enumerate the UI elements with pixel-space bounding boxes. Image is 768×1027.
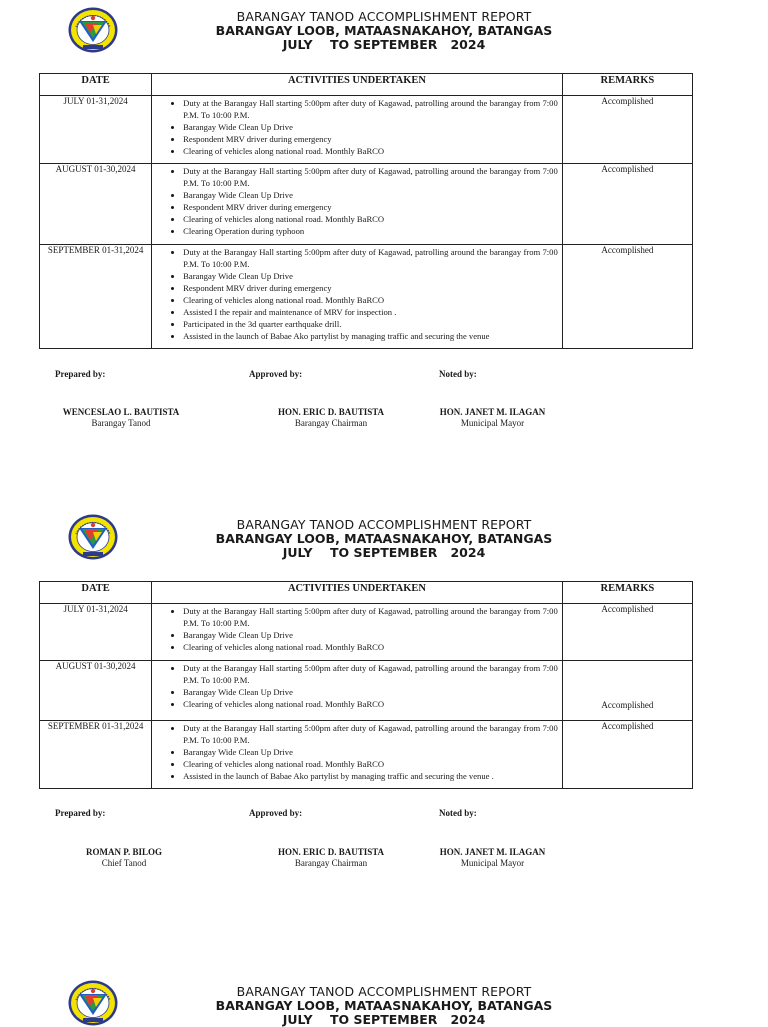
preparer-signature-block: [44, 847, 204, 869]
activity-item: • Clearing of vehicles along national road. Monthly BaRCO: [183, 294, 558, 306]
activity-item: • Barangay Wide Clean Up Drive: [183, 629, 558, 641]
row-activities: [152, 245, 563, 349]
accomplishment-table: [39, 73, 693, 349]
activity-item: • Duty at the Barangay Hall starting 5:00pm after duty of Kagawad, patrolling around the barangay from 7:00 P.M. To 10:00 P.M.: [183, 605, 558, 629]
noter-role: Municipal Mayor: [460, 858, 525, 868]
activity-item: • Barangay Wide Clean Up Drive: [183, 189, 558, 201]
report-header: [0, 10, 768, 52]
column-header-activities: ACTIVITIES UNDERTAKEN: [152, 582, 563, 604]
table-row: [40, 721, 693, 789]
row-activities: [152, 604, 563, 661]
table-row: [40, 661, 693, 721]
row-date: AUGUST 01-30,2024: [40, 661, 152, 721]
activity-item: • Clearing of vehicles along national road. Monthly BaRCO: [183, 698, 558, 710]
column-header-activities: ACTIVITIES UNDERTAKEN: [152, 74, 563, 96]
report-header: [0, 518, 768, 560]
approved-by-label: Approved by:: [249, 808, 303, 818]
noted-by-label: Noted by:: [439, 808, 477, 818]
report-header: [0, 985, 768, 1027]
row-activities: [152, 164, 563, 245]
barangay-name: BARANGAY LOOB, MATAASNAKAHOY, BATANGAS: [215, 998, 553, 1013]
prepared-by-label: Prepared by:: [55, 369, 106, 379]
row-date: JULY 01-31,2024: [40, 96, 152, 164]
column-header-remarks: REMARKS: [562, 582, 692, 604]
activity-item: • Barangay Wide Clean Up Drive: [183, 121, 558, 133]
activity-item: • Duty at the Barangay Hall starting 5:00pm after duty of Kagawad, patrolling around the barangay from 7:00 P.M. To 10:00 P.M.: [183, 246, 558, 270]
preparer-name: ROMAN P. BILOG: [86, 847, 162, 857]
report-period: JULY TO SEPTEMBER 2024: [282, 37, 486, 52]
row-date: SEPTEMBER 01-31,2024: [40, 721, 152, 789]
barangay-name: BARANGAY LOOB, MATAASNAKAHOY, BATANGAS: [215, 531, 553, 546]
table-row: [40, 604, 693, 661]
row-remarks: Accomplished: [562, 721, 692, 789]
activity-item: • Barangay Wide Clean Up Drive: [183, 686, 558, 698]
row-activities: [152, 96, 563, 164]
row-remarks: Accomplished: [562, 661, 692, 721]
report-title: BARANGAY TANOD ACCOMPLISHMENT REPORT: [236, 517, 532, 532]
noter-signature-block: [430, 407, 555, 429]
row-activities: [152, 721, 563, 789]
column-header-remarks: REMARKS: [562, 74, 692, 96]
activity-item: • Duty at the Barangay Hall starting 5:00pm after duty of Kagawad, patrolling around the barangay from 7:00 P.M. To 10:00 P.M.: [183, 165, 558, 189]
report-period: JULY TO SEPTEMBER 2024: [282, 1012, 486, 1027]
activity-item: • Duty at the Barangay Hall starting 5:00pm after duty of Kagawad, patrolling around the barangay from 7:00 P.M. To 10:00 P.M.: [183, 97, 558, 121]
row-activities: [152, 661, 563, 721]
approver-role: Barangay Chairman: [294, 418, 368, 428]
approver-signature-block: [250, 407, 412, 429]
approver-role: Barangay Chairman: [294, 858, 368, 868]
table-row: [40, 245, 693, 349]
row-remarks: Accomplished: [562, 604, 692, 661]
table-row: [40, 96, 693, 164]
table-header-row: [40, 74, 693, 96]
preparer-role: Chief Tanod: [101, 858, 147, 868]
report-period: JULY TO SEPTEMBER 2024: [282, 545, 486, 560]
noted-by-label: Noted by:: [439, 369, 477, 379]
preparer-name: WENCESLAO L. BAUTISTA: [62, 407, 180, 417]
activity-item: • Barangay Wide Clean Up Drive: [183, 270, 558, 282]
approved-by-label: Approved by:: [249, 369, 303, 379]
activity-item: • Assisted in the launch of Babae Ako partylist by managing traffic and securing the venue .: [183, 770, 558, 782]
row-remarks: Accomplished: [562, 245, 692, 349]
column-header-date: DATE: [40, 582, 152, 604]
row-date: JULY 01-31,2024: [40, 604, 152, 661]
noter-name: HON. JANET M. ILAGAN: [439, 407, 546, 417]
activity-item: • Clearing of vehicles along national road. Monthly BaRCO: [183, 145, 558, 157]
report-title: BARANGAY TANOD ACCOMPLISHMENT REPORT: [236, 984, 532, 999]
row-date: AUGUST 01-30,2024: [40, 164, 152, 245]
activity-item: • Clearing of vehicles along national road. Monthly BaRCO: [183, 213, 558, 225]
activity-item: • Duty at the Barangay Hall starting 5:00pm after duty of Kagawad, patrolling around the barangay from 7:00 P.M. To 10:00 P.M.: [183, 662, 558, 686]
approver-name: HON. ERIC D. BAUTISTA: [277, 847, 385, 857]
activity-item: • Respondent MRV driver during emergency: [183, 133, 558, 145]
barangay-name: BARANGAY LOOB, MATAASNAKAHOY, BATANGAS: [215, 23, 553, 38]
activity-item: • Respondent MRV driver during emergency: [183, 201, 558, 213]
column-header-date: DATE: [40, 74, 152, 96]
activity-item: • Clearing of vehicles along national road. Monthly BaRCO: [183, 641, 558, 653]
report-title: BARANGAY TANOD ACCOMPLISHMENT REPORT: [236, 9, 532, 24]
activity-item: • Participated in the 3d quarter earthquake drill.: [183, 318, 558, 330]
prepared-by-label: Prepared by:: [55, 808, 106, 818]
activity-item: • Clearing Operation during typhoon: [183, 225, 558, 237]
activity-item: • Assisted in the launch of Babae Ako partylist by managing traffic and securing the venue: [183, 330, 558, 342]
preparer-signature-block: [40, 407, 202, 429]
activity-item: • Clearing of vehicles along national road. Monthly BaRCO: [183, 758, 558, 770]
row-remarks: Accomplished: [562, 164, 692, 245]
activity-item: • Barangay Wide Clean Up Drive: [183, 746, 558, 758]
activity-item: • Respondent MRV driver during emergency: [183, 282, 558, 294]
preparer-role: Barangay Tanod: [91, 418, 151, 428]
approver-name: HON. ERIC D. BAUTISTA: [277, 407, 385, 417]
table-header-row: [40, 582, 693, 604]
row-remarks: Accomplished: [562, 96, 692, 164]
noter-name: HON. JANET M. ILAGAN: [439, 847, 546, 857]
activity-item: • Assisted I the repair and maintenance of MRV for inspection .: [183, 306, 558, 318]
accomplishment-table: [39, 581, 693, 789]
approver-signature-block: [250, 847, 412, 869]
noter-signature-block: [430, 847, 555, 869]
noter-role: Municipal Mayor: [460, 418, 525, 428]
activity-item: • Duty at the Barangay Hall starting 5:00pm after duty of Kagawad, patrolling around the barangay from 7:00 P.M. To 10:00 P.M.: [183, 722, 558, 746]
table-row: [40, 164, 693, 245]
row-date: SEPTEMBER 01-31,2024: [40, 245, 152, 349]
